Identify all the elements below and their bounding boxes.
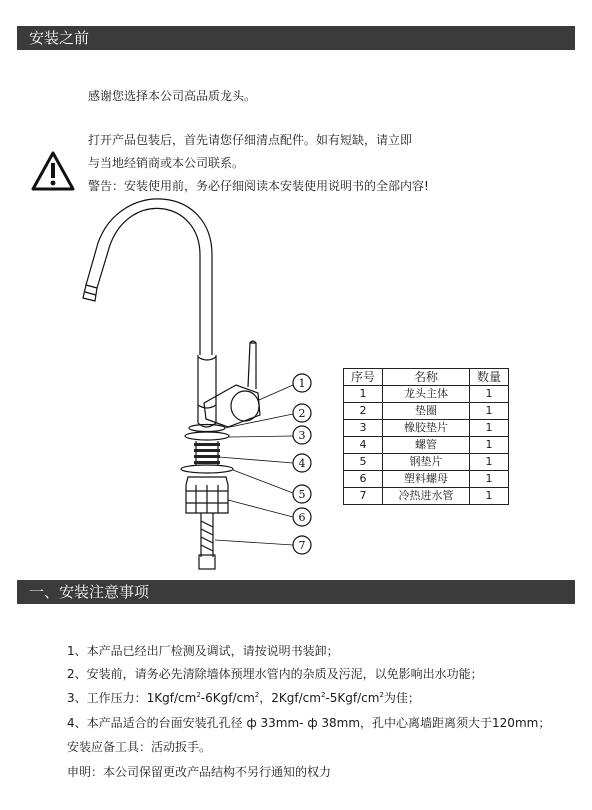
cell-name: 垫圈 — [383, 403, 470, 420]
cell-name: 螺管 — [383, 437, 470, 454]
disclaimer-text: 申明：本公司保留更改产品结构不另行通知的权力 — [67, 765, 332, 779]
faucet-exploded-diagram — [70, 195, 340, 580]
superscript: 2 — [196, 691, 201, 699]
section-title: 一、安装注意事项 — [29, 583, 150, 601]
faucet-handle — [204, 385, 260, 427]
warning-text: 警告：安装使用前，务必仔细阅读本安装使用说明书的全部内容! — [88, 179, 429, 193]
cell-qty: 1 — [470, 488, 509, 505]
cell-no: 1 — [344, 386, 383, 403]
rubber-gasket — [185, 432, 229, 440]
cell-no: 6 — [344, 471, 383, 488]
cell-no: 4 — [344, 437, 383, 454]
table-row — [344, 488, 509, 505]
warning-icon — [30, 150, 76, 192]
thanks-text: 感谢您选择本公司高品质龙头。 — [88, 89, 257, 103]
cell-name: 钢垫片 — [383, 454, 470, 471]
header-qty: 数量 — [470, 369, 509, 386]
callout-2: 2 — [298, 407, 306, 420]
table-row — [344, 386, 509, 403]
header-no: 序号 — [344, 369, 383, 386]
cell-name: 冷热进水管 — [383, 488, 470, 505]
cell-qty: 1 — [470, 403, 509, 420]
note-3-part: -6Kgf/cm — [200, 691, 255, 705]
callout-7: 7 — [298, 539, 306, 552]
section-header-installation-notes — [17, 580, 575, 604]
washer — [189, 425, 225, 432]
cell-name: 龙头主体 — [383, 386, 470, 403]
callout-3: 3 — [298, 429, 306, 442]
note-3-part: -5Kgf/cm — [325, 691, 380, 705]
cell-name: 塑料螺母 — [383, 471, 470, 488]
section-header-before-installation — [17, 26, 575, 50]
note-3-part: 为佳； — [383, 691, 420, 705]
tools-text: 安装应备工具：活动扳手。 — [67, 740, 212, 754]
note-3-part: ，2Kgf/cm — [259, 691, 321, 705]
superscript: 2 — [379, 691, 384, 699]
note-3-part: 3、工作压力：1Kgf/cm — [67, 691, 197, 705]
cell-qty: 1 — [470, 437, 509, 454]
cell-no: 2 — [344, 403, 383, 420]
note-4: 4、本产品适合的台面安装孔孔径 ф 33mm- ф 38mm，孔中心离墙距离须大于120mm； — [67, 716, 551, 730]
cell-no: 5 — [344, 454, 383, 471]
table-row — [344, 403, 509, 420]
note-3 — [67, 691, 420, 705]
cell-no: 7 — [344, 488, 383, 505]
steel-washer — [181, 465, 233, 473]
cell-qty: 1 — [470, 420, 509, 437]
callout-5: 5 — [298, 488, 306, 501]
unpack-text-line1: 打开产品包装后，首先请您仔细清点配件。如有短缺，请立即 — [88, 133, 413, 147]
note-1: 1、本产品已经出厂检测及调试，请按说明书装卸； — [67, 644, 339, 658]
table-row — [344, 471, 509, 488]
callout-4: 4 — [298, 457, 306, 470]
cell-qty: 1 — [470, 454, 509, 471]
callout-6: 6 — [298, 511, 306, 524]
faucet-body — [198, 355, 216, 427]
faucet-spout — [97, 208, 200, 355]
cell-qty: 1 — [470, 386, 509, 403]
unpack-text-line2: 与当地经销商或本公司联系。 — [88, 156, 245, 170]
table-row — [344, 437, 509, 454]
cell-no: 3 — [344, 420, 383, 437]
cell-qty: 1 — [470, 471, 509, 488]
table-row — [344, 454, 509, 471]
superscript: 2 — [320, 691, 326, 699]
section-title: 安装之前 — [29, 29, 90, 47]
callout-1: 1 — [298, 377, 306, 390]
note-2: 2、安装前，请务必先清除墙体预埋水管内的杂质及污泥，以免影响出水功能； — [67, 667, 483, 681]
table-header-row — [344, 369, 509, 386]
header-name: 名称 — [383, 369, 470, 386]
table-row — [344, 420, 509, 437]
superscript: 2 — [254, 691, 260, 699]
cell-name: 橡胶垫片 — [383, 420, 470, 437]
parts-table — [343, 368, 509, 505]
